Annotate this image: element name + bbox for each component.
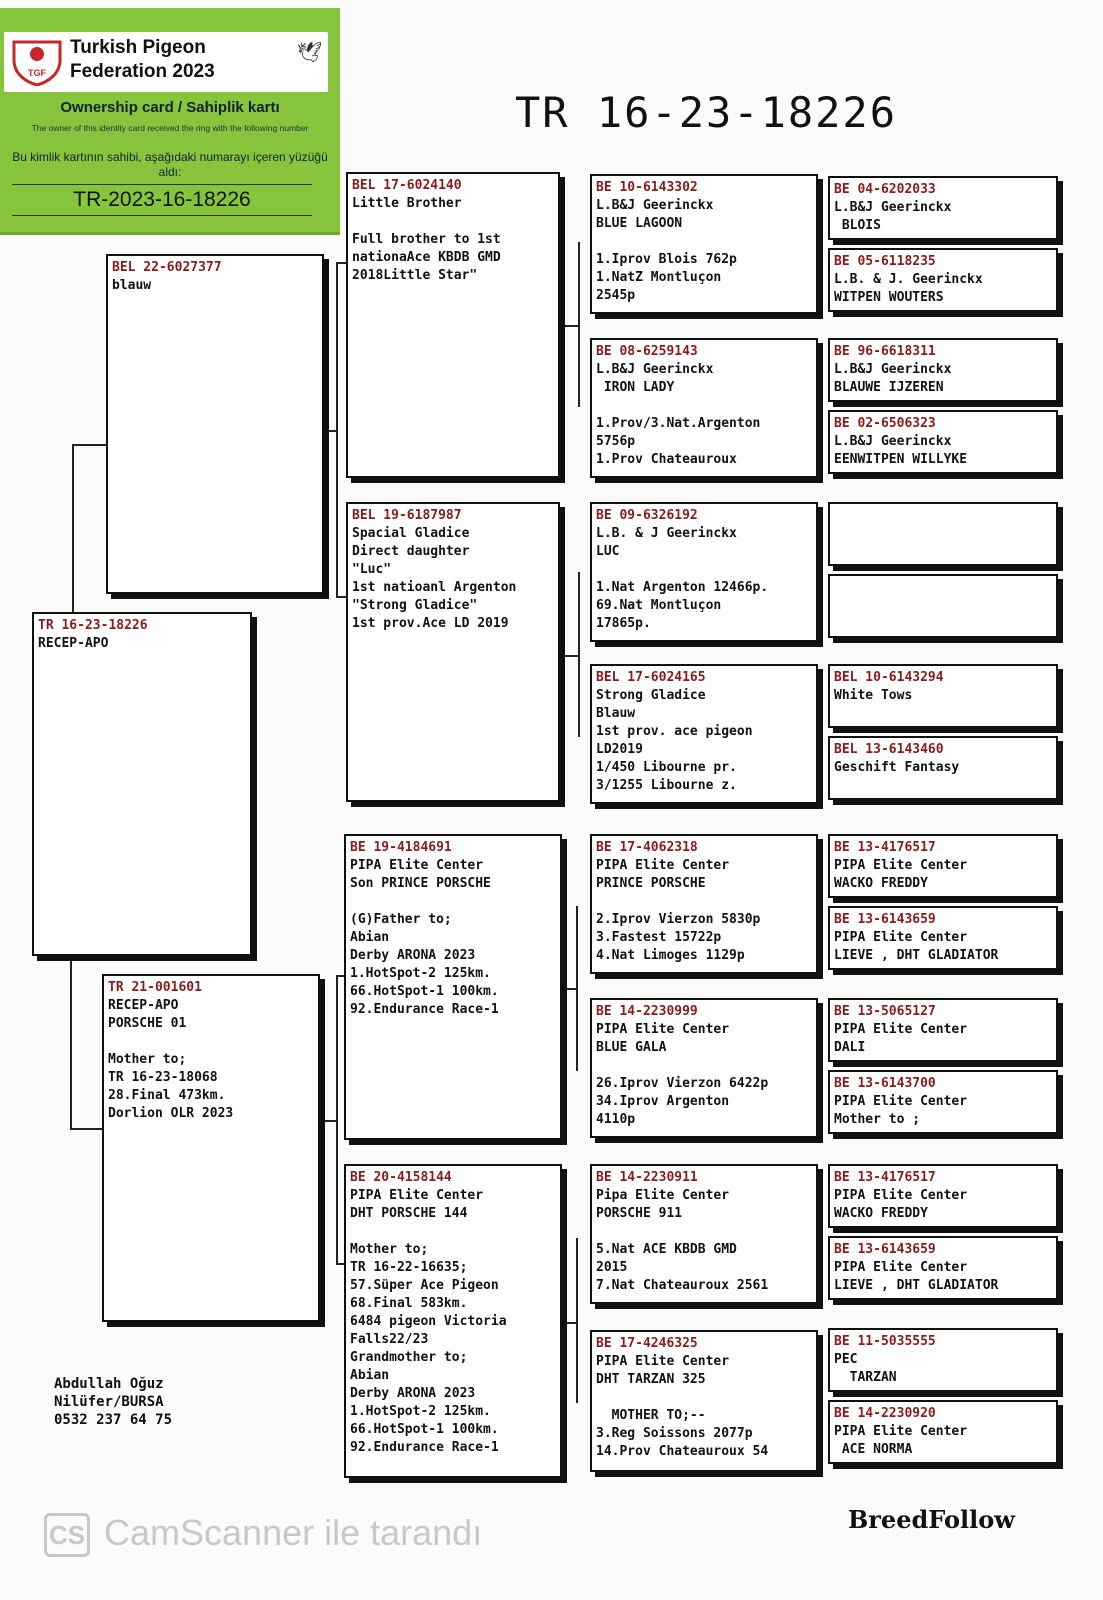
gen3-line: Derby ARONA 2023 (350, 948, 476, 963)
dam-box (102, 974, 320, 1322)
gen4-line: 2015 (596, 1260, 628, 1275)
gen3-line (350, 893, 556, 911)
gen4-line: L.B&J Geerinckx (596, 198, 714, 213)
gen4-line: Blauw (596, 706, 636, 721)
gen4-box-6 (590, 998, 818, 1138)
ring-number: BE 02-6506323 (834, 416, 936, 431)
federation-logo-icon (10, 38, 64, 86)
gen4-line: PIPA Elite Center (596, 858, 730, 873)
gen5-line: L.B&J Geerinckx (834, 434, 952, 449)
gen3-line: Abian (350, 1368, 390, 1383)
gen4-line: DHT TARZAN 325 (596, 1372, 706, 1387)
gen3-line: Full brother to 1st (352, 232, 501, 247)
ring-number: BE 14-2230911 (596, 1170, 698, 1185)
ring-number: BE 08-6259143 (596, 344, 698, 359)
ring-number: BE 19-4184691 (350, 840, 452, 855)
ownership-card (0, 8, 340, 235)
gen4-line: MOTHER TO;-- (596, 1408, 706, 1423)
gen5-line: LIEVE , DHT GLADIATOR (834, 1278, 999, 1293)
logo-text: TGF (28, 68, 46, 78)
sire-box (106, 254, 324, 594)
gen5-line: L.B&J Geerinckx (834, 362, 952, 377)
ring-number: BE 13-4176517 (834, 1170, 936, 1185)
gen5-box-16 (828, 1400, 1058, 1464)
gen5-box-4 (828, 410, 1058, 474)
gen5-box-8 (828, 736, 1058, 800)
gen5-line: EENWITPEN WILLYKE (834, 452, 968, 467)
gen3-line: PIPA Elite Center (350, 1188, 484, 1203)
gen4-line (596, 893, 812, 911)
gen3-line: 92.Endurance Race-1 (350, 1002, 499, 1017)
gen5-line: PIPA Elite Center (834, 1022, 968, 1037)
gen5-box-6 (828, 574, 1058, 638)
ring-number: BE 96-6618311 (834, 344, 936, 359)
gen5-box-7 (828, 664, 1058, 728)
page-title-ring: TR 16-23-18226 (515, 88, 898, 137)
gen4-line: 14.Prov Chateauroux 54 (596, 1444, 769, 1459)
gen4-line: PORSCHE 911 (596, 1206, 683, 1221)
gen4-line: 4110p (596, 1112, 636, 1127)
gen5-box-14 (828, 1236, 1058, 1300)
gen4-line (596, 1223, 812, 1241)
ring-number: BE 17-4246325 (596, 1336, 698, 1351)
gen3-line: 66.HotSpot-1 100km. (350, 984, 499, 999)
gen5-box-11 (828, 998, 1058, 1062)
card-ring-number: TR-2023-16-18226 (12, 184, 312, 216)
pigeon-icon: 🕊 (296, 40, 322, 64)
camscanner-logo-icon: CS (44, 1513, 90, 1557)
gen3-line: DHT PORSCHE 144 (350, 1206, 468, 1221)
gen5-line: PEC (834, 1352, 858, 1367)
gen4-line: PIPA Elite Center (596, 1354, 730, 1369)
owner-city: Nilüfer/BURSA (54, 1394, 164, 1410)
gen5-line: PIPA Elite Center (834, 930, 968, 945)
gen5-line: Mother to ; (834, 1112, 921, 1127)
card-title: Ownership card / Sahiplik kartı (60, 99, 280, 116)
gen4-line: LUC (596, 544, 620, 559)
gen4-line (596, 397, 812, 415)
gen4-box-8 (590, 1330, 818, 1472)
gen3-box-3 (344, 834, 562, 1140)
gen4-line: LD2019 (596, 742, 643, 757)
gen5-line: L.B. & J. Geerinckx (834, 272, 983, 287)
ring-number: TR 16-23-18226 (38, 618, 148, 633)
gen3-line: 68.Final 583km. (350, 1296, 468, 1311)
gen4-line (596, 1389, 812, 1407)
ring-number: BE 14-2230999 (596, 1004, 698, 1019)
gen3-line: TR 16-22-16635; (350, 1260, 468, 1275)
gen4-line: 2545p (596, 288, 636, 303)
gen3-line: Spacial Gladice (352, 526, 470, 541)
gen3-line: Grandmother to; (350, 1350, 468, 1365)
gen4-line: BLUE GALA (596, 1040, 667, 1055)
ring-number: BEL 17-6024140 (352, 178, 462, 193)
owner-name: Abdullah Oğuz (54, 1376, 164, 1392)
gen4-box-4 (590, 664, 818, 804)
ring-number: BE 17-4062318 (596, 840, 698, 855)
gen4-line: 2.Iprov Vierzon 5830p (596, 912, 761, 927)
pigeon-box (32, 612, 252, 956)
gen5-box-10 (828, 906, 1058, 970)
gen3-line: (G)Father to; (350, 912, 452, 927)
gen5-line: PIPA Elite Center (834, 1094, 968, 1109)
ring-number: BEL 17-6024165 (596, 670, 706, 685)
gen4-line: 1.Prov Chateauroux (596, 452, 737, 467)
gen4-line: 1.Nat Argenton 12466p. (596, 580, 769, 595)
gen4-line: Strong Gladice (596, 688, 706, 703)
card-header (4, 32, 328, 92)
ring-number: BE 04-6202033 (834, 182, 936, 197)
gen3-line: Mother to; (350, 1242, 429, 1257)
gen5-box-3 (828, 338, 1058, 402)
gen3-line: nationaAce KBDB GMD (352, 250, 501, 265)
gen4-line: IRON LADY (596, 380, 675, 395)
gen5-line: BLAUWE IJZEREN (834, 380, 944, 395)
owner-phone: 0532 237 64 75 (54, 1412, 173, 1428)
ring-number: BE 05-6118235 (834, 254, 936, 269)
gen4-line: PIPA Elite Center (596, 1022, 730, 1037)
gen5-line: BLOIS (834, 218, 881, 233)
gen4-line: 17865p. (596, 616, 651, 631)
gen4-line: Pipa Elite Center (596, 1188, 730, 1203)
gen3-line (352, 213, 554, 231)
gen5-line: PIPA Elite Center (834, 858, 968, 873)
card-text-en: The owner of this identity card received the ring with the following number (31, 123, 309, 133)
ring-number: BE 14-2230920 (834, 1406, 936, 1421)
gen5-box-15 (828, 1328, 1058, 1392)
gen4-line: 3.Reg Soissons 2077p (596, 1426, 753, 1441)
gen5-line: L.B&J Geerinckx (834, 200, 952, 215)
scanner-watermark (44, 1512, 482, 1557)
gen5-box-12 (828, 1070, 1058, 1134)
gen3-line: 92.Endurance Race-1 (350, 1440, 499, 1455)
card-text-tr: Bu kimlik kartının sahibi, aşağıdaki numarayı içeren yüzüğü aldı: (12, 150, 328, 179)
pigeon-line: RECEP-APO (38, 636, 109, 651)
gen4-line: 4.Nat Limoges 1129p (596, 948, 745, 963)
gen4-line: 1st prov. ace pigeon (596, 724, 753, 739)
gen5-line: TARZAN (834, 1370, 897, 1385)
gen4-line (596, 1057, 812, 1075)
gen5-box-9 (828, 834, 1058, 898)
gen4-line: 69.Nat Montluçon (596, 598, 722, 613)
dam-line: RECEP-APO (108, 998, 179, 1013)
gen3-line: "Luc" (352, 562, 392, 577)
ring-number: BEL 19-6187987 (352, 508, 462, 523)
ring-number: BE 13-6143700 (834, 1076, 936, 1091)
ring-number: BE 13-6143659 (834, 1242, 936, 1257)
gen3-line: 1st natioanl Argenton (352, 580, 517, 595)
gen4-line: 26.Iprov Vierzon 6422p (596, 1076, 769, 1091)
gen3-line: Derby ARONA 2023 (350, 1386, 476, 1401)
gen5-box-13 (828, 1164, 1058, 1228)
federation-line-1: Turkish Pigeon (70, 37, 206, 58)
dam-line (108, 1033, 314, 1051)
ring-number: BE 09-6326192 (596, 508, 698, 523)
gen3-line: 1.HotSpot-2 125km. (350, 966, 491, 981)
gen5-line: PIPA Elite Center (834, 1424, 968, 1439)
gen5-line: PIPA Elite Center (834, 1260, 968, 1275)
gen3-line: Son PRINCE PORSCHE (350, 876, 491, 891)
gen4-line: BLUE LAGOON (596, 216, 683, 231)
ring-number: BE 11-5035555 (834, 1334, 936, 1349)
gen5-box-1 (828, 176, 1058, 240)
gen4-box-5 (590, 834, 818, 974)
sire-line: blauw (112, 278, 152, 293)
ring-number: BEL 22-6027377 (112, 260, 222, 275)
gen4-box-3 (590, 502, 818, 642)
dam-line: 28.Final 473km. (108, 1088, 226, 1103)
dam-line: Mother to; (108, 1052, 187, 1067)
gen3-line: Falls22/23 (350, 1332, 429, 1347)
ring-number: BEL 13-6143460 (834, 742, 944, 757)
gen3-line: 6484 pigeon Victoria (350, 1314, 507, 1329)
gen3-box-4 (344, 1164, 562, 1478)
gen4-box-1 (590, 174, 818, 314)
gen4-line: 1.Iprov Blois 762p (596, 252, 737, 267)
ring-number: BE 13-4176517 (834, 840, 936, 855)
gen5-box-5 (828, 502, 1058, 566)
ring-number: BE 10-6143302 (596, 180, 698, 195)
gen4-line: 7.Nat Chateauroux 2561 (596, 1278, 769, 1293)
ring-number: TR 21-001601 (108, 980, 202, 995)
gen4-line (596, 233, 812, 251)
owner-info (54, 1375, 172, 1429)
ring-number: BE 13-5065127 (834, 1004, 936, 1019)
gen4-line: PRINCE PORSCHE (596, 876, 706, 891)
gen4-line: 5.Nat ACE KBDB GMD (596, 1242, 737, 1257)
gen5-line: ACE NORMA (834, 1442, 913, 1457)
gen5-line: DALI (834, 1040, 866, 1055)
gen4-line: 1.Prov/3.Nat.Argenton (596, 416, 761, 431)
gen5-line: Geschift Fantasy (834, 760, 960, 775)
federation-name (70, 36, 215, 84)
dam-line: Dorlion OLR 2023 (108, 1106, 234, 1121)
gen3-line: 2018Little Star" (352, 268, 478, 283)
gen4-line: 5756p (596, 434, 636, 449)
gen4-line (596, 561, 812, 579)
gen5-line: PIPA Elite Center (834, 1188, 968, 1203)
gen3-line: PIPA Elite Center (350, 858, 484, 873)
gen5-line: WITPEN WOUTERS (834, 290, 944, 305)
gen5-line: WACKO FREDDY (834, 876, 928, 891)
ring-number: BE 13-6143659 (834, 912, 936, 927)
ring-number: BE 20-4158144 (350, 1170, 452, 1185)
gen5-line: White Tows (834, 688, 913, 703)
gen3-box-2 (346, 502, 560, 802)
gen4-line: 1/450 Libourne pr. (596, 760, 737, 775)
federation-line-2: Federation 2023 (70, 61, 215, 82)
dam-line: TR 16-23-18068 (108, 1070, 218, 1085)
gen3-line: Abian (350, 930, 390, 945)
ring-number: BEL 10-6143294 (834, 670, 944, 685)
dam-line: PORSCHE 01 (108, 1016, 187, 1031)
gen3-line: 1st prov.Ace LD 2019 (352, 616, 509, 631)
brand-name: BreedFollow (848, 1505, 1015, 1534)
gen3-line: 57.Süper Ace Pigeon (350, 1278, 499, 1293)
gen4-line: 1.NatZ Montluçon (596, 270, 722, 285)
gen4-box-7 (590, 1164, 818, 1304)
gen3-line (350, 1223, 556, 1241)
gen3-line: Little Brother (352, 196, 462, 211)
gen4-line: 3/1255 Libourne z. (596, 778, 737, 793)
gen4-box-2 (590, 338, 818, 478)
gen4-line: L.B. & J Geerinckx (596, 526, 737, 541)
gen5-line: LIEVE , DHT GLADIATOR (834, 948, 999, 963)
gen5-box-2 (828, 248, 1058, 312)
gen3-box-1 (346, 172, 560, 478)
gen5-line: WACKO FREDDY (834, 1206, 928, 1221)
scanner-text: CamScanner ile tarandı (104, 1512, 483, 1553)
gen4-line: L.B&J Geerinckx (596, 362, 714, 377)
gen4-line: 34.Iprov Argenton (596, 1094, 730, 1109)
gen4-line: 3.Fastest 15722p (596, 930, 722, 945)
gen3-line: 1.HotSpot-2 125km. (350, 1404, 491, 1419)
gen3-line: "Strong Gladice" (352, 598, 478, 613)
gen3-line: Direct daughter (352, 544, 470, 559)
gen3-line: 66.HotSpot-1 100km. (350, 1422, 499, 1437)
